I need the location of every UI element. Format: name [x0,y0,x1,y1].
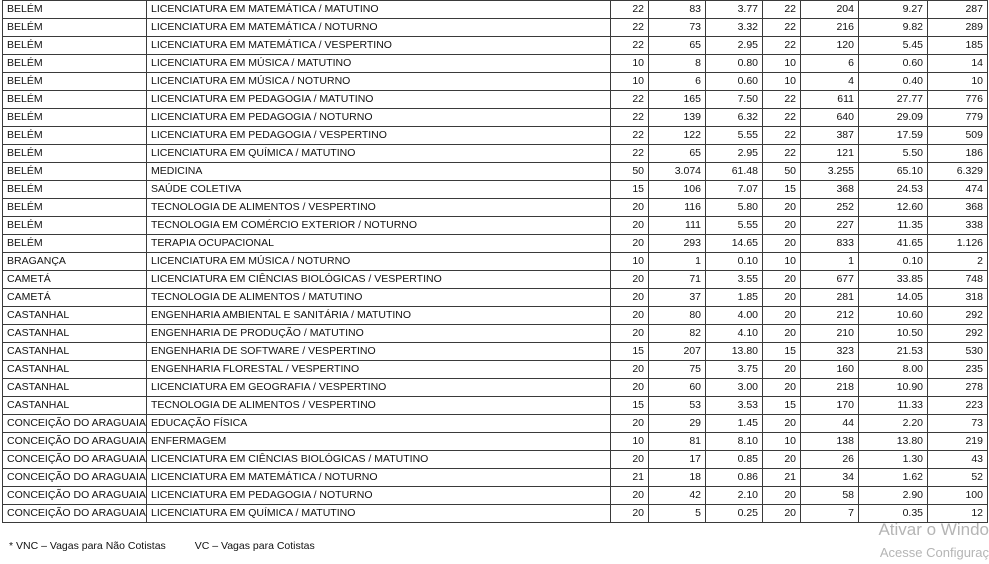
table-row [3,235,988,253]
cell-inscritos-vnc: 42 [649,487,706,505]
cell-concorrencia-vc: 27.77 [859,91,928,109]
cell-vagas-vnc: 10 [611,253,649,271]
cell-inscritos-vnc: 81 [649,433,706,451]
table-row [3,433,988,451]
cell-campus: CONCEIÇÃO DO ARAGUAIA [3,487,147,505]
cell-vagas-vc: 15 [763,181,801,199]
cell-campus: CASTANHAL [3,397,147,415]
cell-curso-turno: LICENCIATURA EM MÚSICA / NOTURNO [147,73,611,91]
cell-campus: BELÉM [3,73,147,91]
cell-inscritos-vnc: 82 [649,325,706,343]
cell-concorrencia-vnc: 13.80 [706,343,763,361]
cell-vagas-vc: 22 [763,1,801,19]
cell-concorrencia-vnc: 4.10 [706,325,763,343]
cell-inscritos-vnc: 80 [649,307,706,325]
cell-campus: BELÉM [3,109,147,127]
cell-vagas-vc: 20 [763,487,801,505]
cell-vagas-vc: 20 [763,307,801,325]
table-row [3,55,988,73]
cell-vagas-vc: 20 [763,451,801,469]
cell-vagas-vnc: 10 [611,73,649,91]
cell-concorrencia-vnc: 0.10 [706,253,763,271]
cell-curso-turno: LICENCIATURA EM GEOGRAFIA / VESPERTINO [147,379,611,397]
table-row [3,325,988,343]
cell-vagas-vnc: 20 [611,505,649,523]
cell-inscritos-vnc: 71 [649,271,706,289]
cell-concorrencia-vnc: 61.48 [706,163,763,181]
cell-vagas-vnc: 10 [611,55,649,73]
cell-inscritos-vnc: 65 [649,37,706,55]
cell-campus: BELÉM [3,235,147,253]
cell-inscritos-vnc: 60 [649,379,706,397]
cell-concorrencia-vc: 0.10 [859,253,928,271]
cell-concorrencia-vc: 0.40 [859,73,928,91]
table-row [3,181,988,199]
cell-vagas-vc: 15 [763,343,801,361]
cell-total-inscritos: 1.126 [928,235,988,253]
cell-total-inscritos: 278 [928,379,988,397]
cell-campus: BRAGANÇA [3,253,147,271]
cell-concorrencia-vc: 65.10 [859,163,928,181]
table-row [3,1,988,19]
cell-concorrencia-vnc: 3.53 [706,397,763,415]
cell-inscritos-vnc: 37 [649,289,706,307]
cell-concorrencia-vnc: 8.10 [706,433,763,451]
cell-curso-turno: LICENCIATURA EM MÚSICA / NOTURNO [147,253,611,271]
table-row [3,505,988,523]
cell-curso-turno: LICENCIATURA EM PEDAGOGIA / MATUTINO [147,91,611,109]
cell-total-inscritos: 474 [928,181,988,199]
cell-concorrencia-vnc: 1.45 [706,415,763,433]
cell-vagas-vnc: 22 [611,109,649,127]
cell-concorrencia-vc: 5.50 [859,145,928,163]
cell-vagas-vnc: 20 [611,415,649,433]
cell-inscritos-vc: 368 [801,181,859,199]
cell-total-inscritos: 10 [928,73,988,91]
cell-vagas-vc: 15 [763,397,801,415]
cell-concorrencia-vc: 21.53 [859,343,928,361]
cell-vagas-vc: 20 [763,217,801,235]
table-row [3,217,988,235]
cell-vagas-vnc: 22 [611,91,649,109]
cell-concorrencia-vnc: 0.85 [706,451,763,469]
cell-concorrencia-vnc: 1.85 [706,289,763,307]
cell-inscritos-vc: 6 [801,55,859,73]
cell-total-inscritos: 43 [928,451,988,469]
cell-vagas-vnc: 22 [611,37,649,55]
cell-inscritos-vc: 210 [801,325,859,343]
cell-campus: CONCEIÇÃO DO ARAGUAIA [3,505,147,523]
cell-vagas-vnc: 22 [611,145,649,163]
cell-concorrencia-vnc: 3.00 [706,379,763,397]
cell-curso-turno: TECNOLOGIA DE ALIMENTOS / MATUTINO [147,289,611,307]
cell-concorrencia-vnc: 0.86 [706,469,763,487]
cell-inscritos-vc: 121 [801,145,859,163]
cell-concorrencia-vnc: 3.55 [706,271,763,289]
cell-total-inscritos: 289 [928,19,988,37]
cell-concorrencia-vc: 29.09 [859,109,928,127]
cell-vagas-vnc: 20 [611,307,649,325]
cell-concorrencia-vc: 2.90 [859,487,928,505]
cell-total-inscritos: 368 [928,199,988,217]
cell-vagas-vnc: 10 [611,433,649,451]
cell-inscritos-vnc: 6 [649,73,706,91]
cell-campus: CASTANHAL [3,361,147,379]
cell-inscritos-vnc: 5 [649,505,706,523]
cell-curso-turno: LICENCIATURA EM PEDAGOGIA / NOTURNO [147,487,611,505]
cell-total-inscritos: 776 [928,91,988,109]
cell-inscritos-vnc: 65 [649,145,706,163]
cell-inscritos-vnc: 83 [649,1,706,19]
table-row [3,199,988,217]
cell-concorrencia-vc: 12.60 [859,199,928,217]
cell-vagas-vc: 21 [763,469,801,487]
cell-concorrencia-vnc: 2.95 [706,145,763,163]
legend-vc: VC – Vagas para Cotistas [194,540,315,552]
cell-vagas-vnc: 20 [611,379,649,397]
table-row [3,271,988,289]
cell-inscritos-vc: 833 [801,235,859,253]
cell-curso-turno: LICENCIATURA EM QUÍMICA / MATUTINO [147,505,611,523]
cell-vagas-vc: 10 [763,55,801,73]
cell-total-inscritos: 235 [928,361,988,379]
cell-campus: CASTANHAL [3,379,147,397]
cell-concorrencia-vnc: 6.32 [706,109,763,127]
cell-vagas-vnc: 20 [611,199,649,217]
windows-activation-watermark-line2: Acesse Configuraç [879,545,989,560]
cell-concorrencia-vc: 5.45 [859,37,928,55]
cell-vagas-vc: 22 [763,91,801,109]
cell-inscritos-vc: 677 [801,271,859,289]
cell-concorrencia-vc: 11.35 [859,217,928,235]
cell-inscritos-vnc: 53 [649,397,706,415]
cell-vagas-vnc: 22 [611,127,649,145]
cell-inscritos-vc: 323 [801,343,859,361]
cell-campus: BELÉM [3,181,147,199]
cell-campus: BELÉM [3,163,147,181]
table-row [3,253,988,271]
cell-concorrencia-vc: 10.60 [859,307,928,325]
cell-inscritos-vc: 218 [801,379,859,397]
table-row [3,73,988,91]
cell-curso-turno: EDUCAÇÃO FÍSICA [147,415,611,433]
cell-campus: CONCEIÇÃO DO ARAGUAIA [3,451,147,469]
cell-curso-turno: TERAPIA OCUPACIONAL [147,235,611,253]
table-row [3,487,988,505]
cell-curso-turno: MEDICINA [147,163,611,181]
cell-campus: BELÉM [3,199,147,217]
cell-vagas-vc: 10 [763,433,801,451]
cell-vagas-vnc: 20 [611,325,649,343]
cell-concorrencia-vnc: 7.07 [706,181,763,199]
cell-curso-turno: TECNOLOGIA DE ALIMENTOS / VESPERTINO [147,199,611,217]
cell-vagas-vnc: 20 [611,451,649,469]
cell-vagas-vc: 10 [763,253,801,271]
cell-vagas-vc: 22 [763,37,801,55]
legend-vnc: * VNC – Vagas para Não Cotistas [9,540,166,552]
cell-vagas-vnc: 22 [611,19,649,37]
cell-inscritos-vc: 170 [801,397,859,415]
cell-total-inscritos: 748 [928,271,988,289]
cell-concorrencia-vc: 11.33 [859,397,928,415]
cell-curso-turno: LICENCIATURA EM QUÍMICA / MATUTINO [147,145,611,163]
cell-campus: BELÉM [3,19,147,37]
cell-inscritos-vc: 212 [801,307,859,325]
cell-inscritos-vnc: 75 [649,361,706,379]
cell-campus: CONCEIÇÃO DO ARAGUAIA [3,433,147,451]
cell-concorrencia-vnc: 5.55 [706,217,763,235]
cell-vagas-vc: 22 [763,19,801,37]
cell-total-inscritos: 292 [928,307,988,325]
cell-inscritos-vnc: 8 [649,55,706,73]
cell-concorrencia-vnc: 3.32 [706,19,763,37]
cell-curso-turno: LICENCIATURA EM MATEMÁTICA / MATUTINO [147,1,611,19]
cell-inscritos-vnc: 207 [649,343,706,361]
table-row [3,415,988,433]
cell-total-inscritos: 318 [928,289,988,307]
cell-total-inscritos: 509 [928,127,988,145]
cell-concorrencia-vnc: 5.80 [706,199,763,217]
results-table [2,0,988,523]
cell-campus: CASTANHAL [3,307,147,325]
cell-concorrencia-vc: 17.59 [859,127,928,145]
cell-vagas-vnc: 22 [611,1,649,19]
cell-curso-turno: ENGENHARIA AMBIENTAL E SANITÁRIA / MATUTINO [147,307,611,325]
cell-campus: BELÉM [3,1,147,19]
cell-total-inscritos: 100 [928,487,988,505]
cell-campus: BELÉM [3,55,147,73]
cell-campus: CAMETÁ [3,289,147,307]
cell-inscritos-vnc: 293 [649,235,706,253]
cell-inscritos-vnc: 111 [649,217,706,235]
table-row [3,397,988,415]
cell-vagas-vc: 20 [763,235,801,253]
cell-total-inscritos: 2 [928,253,988,271]
cell-concorrencia-vc: 9.27 [859,1,928,19]
cell-vagas-vnc: 15 [611,397,649,415]
table-row [3,91,988,109]
cell-inscritos-vc: 252 [801,199,859,217]
table-row [3,289,988,307]
cell-vagas-vc: 20 [763,379,801,397]
cell-vagas-vc: 20 [763,361,801,379]
table-row [3,451,988,469]
cell-total-inscritos: 14 [928,55,988,73]
cell-inscritos-vc: 387 [801,127,859,145]
cell-curso-turno: TECNOLOGIA DE ALIMENTOS / VESPERTINO [147,397,611,415]
cell-curso-turno: LICENCIATURA EM MATEMÁTICA / NOTURNO [147,19,611,37]
cell-vagas-vnc: 20 [611,487,649,505]
cell-concorrencia-vc: 8.00 [859,361,928,379]
cell-campus: BELÉM [3,217,147,235]
cell-campus: CONCEIÇÃO DO ARAGUAIA [3,415,147,433]
cell-vagas-vc: 22 [763,127,801,145]
cell-concorrencia-vc: 0.60 [859,55,928,73]
table-row [3,127,988,145]
cell-vagas-vc: 22 [763,109,801,127]
table-row [3,379,988,397]
cell-concorrencia-vnc: 2.95 [706,37,763,55]
cell-concorrencia-vnc: 2.10 [706,487,763,505]
cell-concorrencia-vnc: 14.65 [706,235,763,253]
cell-inscritos-vc: 120 [801,37,859,55]
cell-concorrencia-vnc: 7.50 [706,91,763,109]
cell-vagas-vc: 50 [763,163,801,181]
table-row [3,307,988,325]
cell-total-inscritos: 73 [928,415,988,433]
cell-inscritos-vnc: 3.074 [649,163,706,181]
cell-inscritos-vnc: 29 [649,415,706,433]
cell-inscritos-vc: 281 [801,289,859,307]
table-row [3,19,988,37]
cell-campus: BELÉM [3,37,147,55]
cell-concorrencia-vnc: 0.25 [706,505,763,523]
cell-concorrencia-vnc: 4.00 [706,307,763,325]
cell-inscritos-vc: 3.255 [801,163,859,181]
cell-vagas-vnc: 50 [611,163,649,181]
cell-campus: CASTANHAL [3,343,147,361]
cell-concorrencia-vc: 1.30 [859,451,928,469]
cell-inscritos-vc: 640 [801,109,859,127]
cell-curso-turno: LICENCIATURA EM MATEMÁTICA / VESPERTINO [147,37,611,55]
cell-total-inscritos: 52 [928,469,988,487]
cell-inscritos-vnc: 122 [649,127,706,145]
cell-total-inscritos: 779 [928,109,988,127]
cell-vagas-vc: 20 [763,415,801,433]
cell-campus: CONCEIÇÃO DO ARAGUAIA [3,469,147,487]
windows-activation-watermark-line1: Ativar o Windo [878,520,989,539]
cell-inscritos-vc: 1 [801,253,859,271]
cell-inscritos-vnc: 18 [649,469,706,487]
cell-vagas-vnc: 20 [611,289,649,307]
cell-concorrencia-vc: 33.85 [859,271,928,289]
cell-total-inscritos: 292 [928,325,988,343]
cell-total-inscritos: 185 [928,37,988,55]
cell-inscritos-vnc: 1 [649,253,706,271]
cell-curso-turno: ENGENHARIA DE PRODUÇÃO / MATUTINO [147,325,611,343]
cell-curso-turno: ENFERMAGEM [147,433,611,451]
cell-concorrencia-vc: 10.90 [859,379,928,397]
cell-curso-turno: LICENCIATURA EM PEDAGOGIA / NOTURNO [147,109,611,127]
table-row [3,37,988,55]
cell-vagas-vnc: 21 [611,469,649,487]
cell-curso-turno: TECNOLOGIA EM COMÉRCIO EXTERIOR / NOTURNO [147,217,611,235]
cell-inscritos-vc: 7 [801,505,859,523]
cell-total-inscritos: 12 [928,505,988,523]
cell-inscritos-vc: 4 [801,73,859,91]
cell-concorrencia-vc: 13.80 [859,433,928,451]
cell-inscritos-vnc: 165 [649,91,706,109]
cell-concorrencia-vnc: 3.77 [706,1,763,19]
cell-total-inscritos: 287 [928,1,988,19]
cell-vagas-vc: 20 [763,289,801,307]
cell-curso-turno: ENGENHARIA FLORESTAL / VESPERTINO [147,361,611,379]
cell-concorrencia-vc: 41.65 [859,235,928,253]
cell-total-inscritos: 338 [928,217,988,235]
cell-vagas-vnc: 20 [611,361,649,379]
table-body [3,1,988,523]
cell-curso-turno: LICENCIATURA EM CIÊNCIAS BIOLÓGICAS / VESPERTINO [147,271,611,289]
cell-inscritos-vc: 204 [801,1,859,19]
cell-total-inscritos: 6.329 [928,163,988,181]
table-row [3,343,988,361]
cell-curso-turno: LICENCIATURA EM PEDAGOGIA / VESPERTINO [147,127,611,145]
cell-concorrencia-vc: 0.35 [859,505,928,523]
cell-curso-turno: LICENCIATURA EM MATEMÁTICA / NOTURNO [147,469,611,487]
cell-inscritos-vc: 160 [801,361,859,379]
cell-campus: BELÉM [3,91,147,109]
cell-inscritos-vc: 611 [801,91,859,109]
table-row [3,145,988,163]
cell-vagas-vnc: 15 [611,343,649,361]
cell-concorrencia-vc: 24.53 [859,181,928,199]
cell-concorrencia-vc: 1.62 [859,469,928,487]
cell-vagas-vnc: 20 [611,235,649,253]
cell-curso-turno: SAÚDE COLETIVA [147,181,611,199]
cell-concorrencia-vnc: 5.55 [706,127,763,145]
cell-concorrencia-vnc: 3.75 [706,361,763,379]
cell-inscritos-vc: 216 [801,19,859,37]
cell-inscritos-vc: 138 [801,433,859,451]
cell-curso-turno: LICENCIATURA EM MÚSICA / MATUTINO [147,55,611,73]
cell-vagas-vc: 20 [763,325,801,343]
cell-inscritos-vnc: 139 [649,109,706,127]
table-row [3,109,988,127]
cell-concorrencia-vnc: 0.80 [706,55,763,73]
legend [9,540,341,552]
cell-campus: BELÉM [3,145,147,163]
cell-campus: BELÉM [3,127,147,145]
cell-total-inscritos: 223 [928,397,988,415]
cell-total-inscritos: 219 [928,433,988,451]
cell-total-inscritos: 186 [928,145,988,163]
cell-vagas-vnc: 20 [611,271,649,289]
cell-campus: CASTANHAL [3,325,147,343]
cell-vagas-vc: 10 [763,73,801,91]
cell-concorrencia-vc: 14.05 [859,289,928,307]
cell-inscritos-vnc: 17 [649,451,706,469]
cell-concorrencia-vc: 2.20 [859,415,928,433]
cell-inscritos-vc: 26 [801,451,859,469]
cell-curso-turno: LICENCIATURA EM CIÊNCIAS BIOLÓGICAS / MATUTINO [147,451,611,469]
cell-curso-turno: ENGENHARIA DE SOFTWARE / VESPERTINO [147,343,611,361]
cell-total-inscritos: 530 [928,343,988,361]
cell-vagas-vnc: 20 [611,217,649,235]
cell-inscritos-vnc: 116 [649,199,706,217]
cell-inscritos-vc: 227 [801,217,859,235]
cell-inscritos-vc: 44 [801,415,859,433]
cell-inscritos-vnc: 106 [649,181,706,199]
cell-concorrencia-vnc: 0.60 [706,73,763,91]
cell-vagas-vc: 20 [763,199,801,217]
cell-campus: CAMETÁ [3,271,147,289]
cell-inscritos-vc: 58 [801,487,859,505]
table-row [3,361,988,379]
cell-vagas-vc: 20 [763,505,801,523]
cell-inscritos-vnc: 73 [649,19,706,37]
table-row [3,163,988,181]
cell-vagas-vc: 20 [763,271,801,289]
cell-vagas-vnc: 15 [611,181,649,199]
cell-concorrencia-vc: 10.50 [859,325,928,343]
table-row [3,469,988,487]
cell-concorrencia-vc: 9.82 [859,19,928,37]
cell-vagas-vc: 22 [763,145,801,163]
cell-inscritos-vc: 34 [801,469,859,487]
